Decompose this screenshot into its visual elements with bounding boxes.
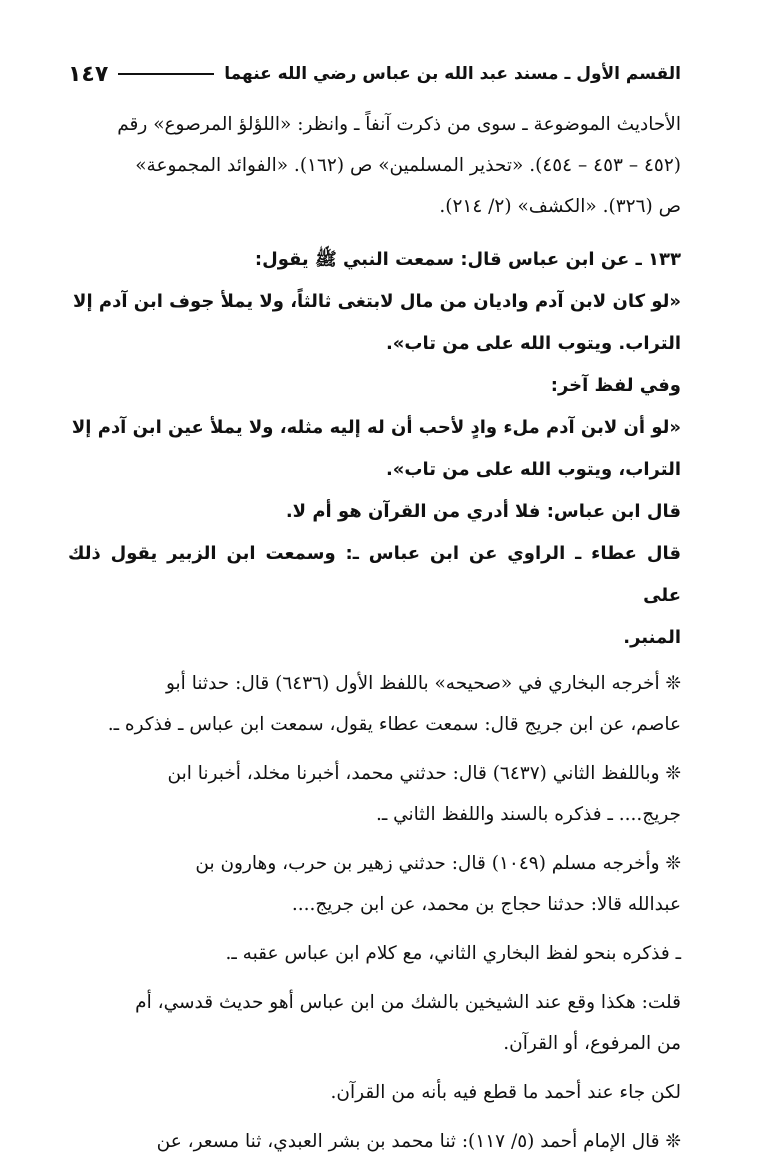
other-wording-label: وفي لفظ آخر: (550, 375, 681, 396)
text-line: الأحاديث الموضوعة ـ سوى من ذكرت آنفاً ـ وانظر: «اللؤلؤ المرصوع» رقم (117, 114, 681, 135)
text-line: قلت: هكذا وقع عند الشيخين بالشك من ابن عباس أهو حديث قدسي، أم (135, 992, 681, 1013)
ata-statement (68, 533, 681, 659)
text-line: من المرفوع، أو القرآن. (503, 1033, 681, 1054)
header-title: القسم الأول ـ مسند عبد الله بن عباس رضي الله عنهما (224, 64, 681, 84)
text-line: التراب. ويتوب الله على من تاب». (385, 333, 681, 354)
text-line: «لو كان لابن آدم واديان من مال لابتغى ثالثاً، ولا يملأ جوف ابن آدم إلا (73, 291, 681, 312)
header-rule (118, 73, 214, 75)
text-line: ❊ وباللفظ الثاني (٦٤٣٧) قال: حدثني محمد، أخبرنا مخلد، أخبرنا ابن (167, 763, 681, 784)
takhrij-bukhari-1 (68, 663, 681, 745)
text-line: (٤٥٢ – ٤٥٣ – ٤٥٤). «تحذير المسلمين» ص (١٦٢). «الفوائد المجموعة» (135, 155, 681, 176)
text-line: جريج.... ـ فذكره بالسند واللفظ الثاني ـ. (375, 804, 681, 825)
ahmad-note: لكن جاء عند أحمد ما قطع فيه بأنه من القرآن. (330, 1082, 681, 1103)
text-line: قال عطاء ـ الراوي عن ابن عباس ـ: وسمعت ابن الزبير يقول ذلك على (68, 543, 681, 606)
hadith-heading: ١٣٣ ـ عن ابن عباس قال: سمعت النبي ﷺ يقول: (254, 249, 681, 270)
text-line: ❊ وأخرجه مسلم (١٠٤٩) قال: حدثني زهير بن حرب، وهارون بن (195, 853, 681, 874)
page-body (68, 104, 681, 1162)
text-line: عبدالله قالا: حدثنا حجاج بن محمد، عن ابن جريج.... (291, 894, 681, 915)
text-line: «لو أن لابن آدم ملء وادٍ لأحب أن له إليه مثله، ولا يملأ عين ابن آدم إلا (71, 417, 681, 438)
takhrij-bukhari-2 (68, 753, 681, 835)
author-comment (68, 982, 681, 1064)
text-line: المنبر. (623, 627, 681, 648)
text-line: ص (٣٢٦). «الكشف» (٢/ ٢١٤). (439, 196, 681, 217)
ibn-abbas-statement: قال ابن عباس: فلا أدري من القرآن هو أم لا. (285, 501, 681, 522)
running-header (68, 56, 681, 92)
hadith-text-first (68, 281, 681, 365)
text-line: ❊ أخرجه البخاري في «صحيحه» باللفظ الأول (٦٤٣٦) قال: حدثنا أبو (165, 673, 681, 694)
page-number: ١٤٧ (68, 61, 109, 87)
imam-ahmad-chain: ❊ قال الإمام أحمد (٥/ ١١٧): ثنا محمد بن بشر العبدي، ثنا مسعر، عن (156, 1131, 681, 1152)
takhrij-muslim (68, 843, 681, 925)
text-line: التراب، ويتوب الله على من تاب». (385, 459, 681, 480)
takhrij-muslim-continued: ـ فذكره بنحو لفظ البخاري الثاني، مع كلام ابن عباس عقبه ـ. (225, 943, 681, 964)
text-line: عاصم، عن ابن جريج قال: سمعت عطاء يقول، سمعت ابن عباس ـ فذكره ـ. (107, 714, 681, 735)
hadith-text-second (68, 407, 681, 491)
intro-paragraph (68, 104, 681, 227)
